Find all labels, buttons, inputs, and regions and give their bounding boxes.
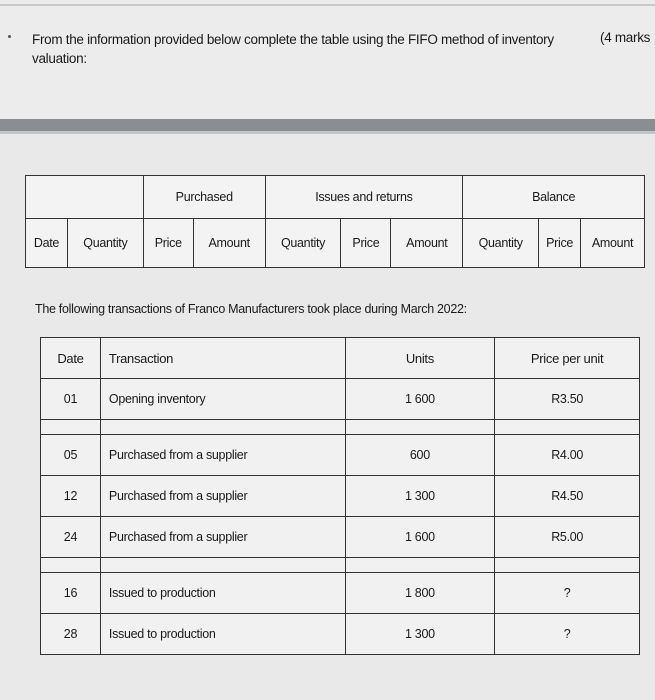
- transactions-table: [40, 337, 640, 655]
- header-units: Units: [345, 338, 495, 379]
- grey-separator-bar: [0, 119, 655, 131]
- fifo-group-header-row: [26, 176, 645, 219]
- row-units: 1 300: [345, 476, 495, 517]
- header-date: Date: [41, 338, 101, 379]
- fifo-col-balance-quantity: Quantity: [463, 219, 539, 268]
- fifo-inventory-table: [25, 175, 645, 268]
- row-transaction: Issued to production: [100, 573, 345, 614]
- row-price: R5.00: [495, 517, 640, 558]
- transactions-intro: The following transactions of Franco Manufacturers took place during March 2022:: [35, 302, 467, 316]
- table-row: [41, 517, 640, 558]
- row-transaction: Opening inventory: [100, 379, 345, 420]
- row-date: 24: [41, 517, 101, 558]
- row-price: ?: [495, 614, 640, 655]
- top-divider: [0, 4, 655, 6]
- spacer-row: [41, 558, 640, 573]
- fifo-col-issues-price: Price: [341, 219, 391, 268]
- row-date: 05: [41, 435, 101, 476]
- marks-label: (4 marks: [600, 30, 651, 45]
- row-price: ?: [495, 573, 640, 614]
- row-units: 1 300: [345, 614, 495, 655]
- fifo-column-header-row: [26, 219, 645, 268]
- header-price-per-unit: Price per unit: [495, 338, 640, 379]
- row-date: 01: [41, 379, 101, 420]
- fifo-group-blank: [26, 176, 144, 219]
- row-transaction: Issued to production: [100, 614, 345, 655]
- row-date: 12: [41, 476, 101, 517]
- transactions-header-row: [41, 338, 640, 379]
- row-price: R4.50: [495, 476, 640, 517]
- row-price: R4.00: [495, 435, 640, 476]
- fifo-col-balance-price: Price: [539, 219, 581, 268]
- fifo-col-purchased-quantity: Quantity: [67, 219, 143, 268]
- fifo-col-purchased-amount: Amount: [193, 219, 265, 268]
- fifo-col-issues-amount: Amount: [391, 219, 463, 268]
- row-transaction: Purchased from a supplier: [100, 517, 345, 558]
- fifo-col-balance-amount: Amount: [581, 219, 645, 268]
- fifo-col-date: Date: [26, 219, 68, 268]
- row-units: 1 600: [345, 517, 495, 558]
- grey-separator-shadow: [0, 131, 655, 134]
- table-row: [41, 614, 640, 655]
- row-date: 28: [41, 614, 101, 655]
- row-units: 1 600: [345, 379, 495, 420]
- fifo-group-purchased: Purchased: [143, 176, 265, 219]
- row-price: R3.50: [495, 379, 640, 420]
- fifo-col-purchased-price: Price: [143, 219, 193, 268]
- table-row: [41, 476, 640, 517]
- row-units: 1 800: [345, 573, 495, 614]
- question-text: From the information provided below complete the table using the FIFO method of inventory valuation:: [32, 32, 554, 66]
- fifo-col-issues-quantity: Quantity: [265, 219, 341, 268]
- row-units: 600: [345, 435, 495, 476]
- bullet-marker: [8, 35, 11, 38]
- table-row: [41, 435, 640, 476]
- header-transaction: Transaction: [100, 338, 345, 379]
- table-row: [41, 573, 640, 614]
- row-transaction: Purchased from a supplier: [100, 435, 345, 476]
- fifo-group-issues: Issues and returns: [265, 176, 463, 219]
- row-date: 16: [41, 573, 101, 614]
- fifo-group-balance: Balance: [463, 176, 645, 219]
- spacer-row: [41, 420, 640, 435]
- table-row: [41, 379, 640, 420]
- row-transaction: Purchased from a supplier: [100, 476, 345, 517]
